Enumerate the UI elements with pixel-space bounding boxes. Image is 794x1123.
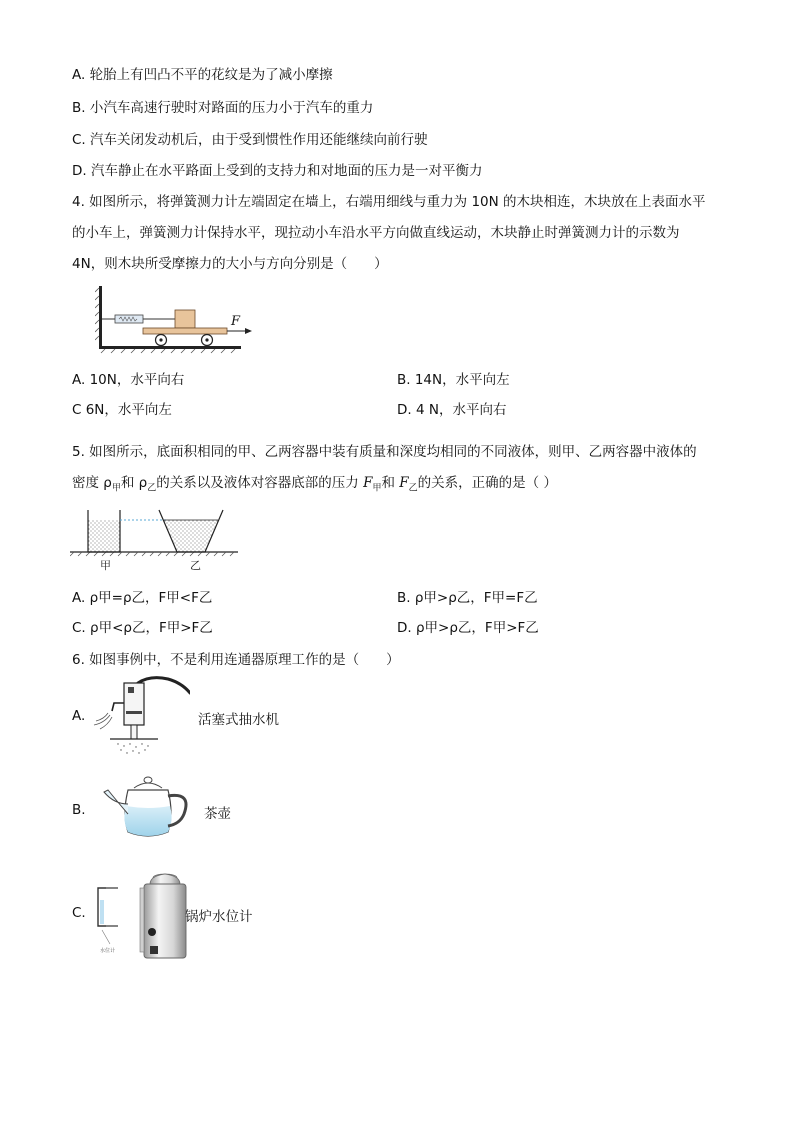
q5-label-yi: 乙 (190, 559, 201, 572)
q3-option-d: D. 汽车静止在水平路面上受到的支持力和对地面的压力是一对平衡力 (72, 163, 483, 179)
q5-sub: 乙 (408, 483, 418, 494)
q4-stem-line3: 4N，则木块所受摩擦力的大小与方向分别是（ ） (72, 256, 388, 272)
q5-text: 的关系以及液体对容器底部的压力 (156, 475, 364, 491)
q4-force-label: F (231, 314, 241, 329)
q5-figure-containers (70, 506, 240, 572)
q5-option-a: A. ρ甲=ρ乙，F甲<F乙 (72, 590, 213, 606)
q6-figure-boiler-gauge (92, 870, 188, 962)
q5-force-symbol: F (399, 475, 409, 491)
q6-figure-piston-pump (90, 673, 190, 755)
q4-stem-line1: 4. 如图所示，将弹簧测力计左端固定在墙上，右端用细线与重力为 10N 的木块相连，木块放在上表面水平 (72, 194, 706, 210)
q6-option-a-label: 活塞式抽水机 (198, 712, 279, 728)
q6-stem: 6. 如图事例中，不是利用连通器原理工作的是（ ） (72, 652, 400, 668)
q4-option-d: D. 4 N，水平向右 (397, 402, 507, 418)
q3-option-c: C. 汽车关闭发动机后，由于受到惯性作用还能继续向前行驶 (72, 132, 428, 148)
q5-option-d: D. ρ甲>ρ乙，F甲>F乙 (397, 620, 539, 636)
q3-option-a: A. 轮胎上有凹凸不平的花纹是为了减小摩擦 (72, 67, 333, 83)
q6-option-b-label: 茶壶 (204, 806, 231, 822)
q5-option-b: B. ρ甲>ρ乙，F甲=F乙 (397, 590, 538, 606)
q5-text: 和 ρ (120, 475, 148, 491)
q4-figure-spring-scale-cart (95, 286, 260, 354)
q6-option-b-letter: B. (72, 802, 86, 818)
q5-stem-line1: 5. 如图所示，底面积相同的甲、乙两容器中装有质量和深度均相同的不同液体，则甲、乙两容器中液体的 (72, 444, 697, 460)
q5-sub: 乙 (147, 483, 157, 494)
q6-option-c-letter: C. (72, 905, 86, 921)
q4-option-a: A. 10N，水平向右 (72, 372, 185, 388)
q4-stem-line2: 的小车上，弹簧测力计保持水平，现拉动小车沿水平方向做直线运动，木块静止时弹簧测力计的示数为 (72, 225, 680, 241)
q5-label-jia: 甲 (100, 559, 111, 572)
q5-sub: 甲 (111, 483, 121, 494)
q5-force-symbol: F (363, 475, 373, 491)
q6-option-a-letter: A. (72, 708, 86, 724)
q5-option-c: C. ρ甲<ρ乙，F甲>F乙 (72, 620, 213, 636)
q5-text: 密度 ρ (72, 475, 112, 491)
q4-option-b: B. 14N，水平向左 (397, 372, 510, 388)
q6-tiny-label: 水位计 (100, 948, 116, 954)
q3-option-b: B. 小汽车高速行驶时对路面的压力小于汽车的重力 (72, 100, 374, 116)
q6-figure-teapot (100, 774, 192, 840)
q5-stem-line2 (72, 474, 557, 498)
q5-sub: 甲 (372, 483, 382, 494)
q6-option-c-label: 锅炉水位计 (185, 909, 253, 925)
q4-option-c: C 6N，水平向左 (72, 402, 172, 418)
q5-text: 的关系，正确的是（ ） (417, 475, 557, 491)
q5-text: 和 (381, 475, 400, 491)
